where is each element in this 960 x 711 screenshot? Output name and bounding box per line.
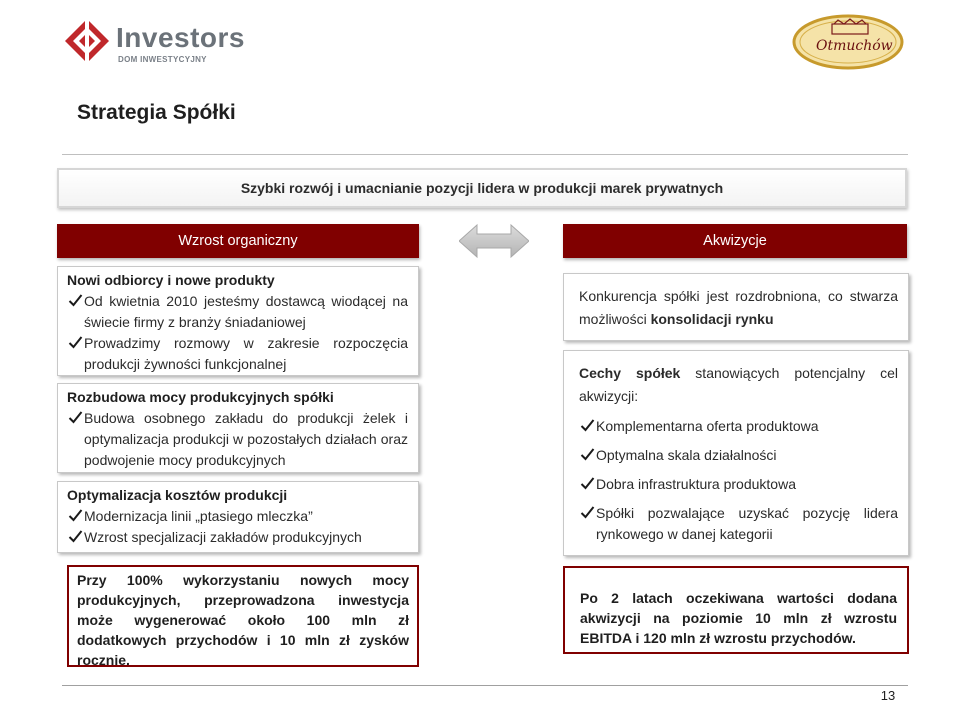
list-item: Spółki pozwalające uzyskać pozycję lidera rynkowego w danej kategorii — [579, 503, 898, 545]
checkmark-icon — [67, 336, 84, 349]
investors-mark-icon — [64, 18, 110, 64]
list-item: Dobra infrastruktura produktowa — [579, 474, 898, 495]
new-clients-heading: Nowi odbiorcy i nowe produkty — [67, 272, 275, 288]
organic-outcome-box: Przy 100% wykorzystaniu nowych mocy produkcyjnych, przeprowadzona inwestycja może wygenerować około 100 mln zł dodatkowych przychodów i 10 mln zł zysków rocznie. — [67, 565, 419, 667]
capacity-expansion-box — [57, 383, 419, 473]
checkmark-icon — [579, 506, 596, 519]
investors-logo — [62, 16, 245, 66]
checkmark-icon — [579, 419, 596, 432]
list-item: Budowa osobnego zakładu do produkcji żelek i optymalizacja produkcji w pozostałych działach oraz podwojenie mocy produkcyjnych — [67, 408, 408, 471]
list-item: Prowadzimy rozmowy w zakresie rozpoczęcia produkcji żywności funkcjonalnej — [67, 333, 408, 375]
acquisition-criteria-lead: Cechy spółek stanowiących potencjalny cel akwizycji: — [579, 365, 898, 404]
list-item: Komplementarna oferta produktowa — [579, 416, 898, 437]
acquisition-outcome-box: Po 2 latach oczekiwana wartości dodana akwizycji na poziomie 10 mln zł wzrostu EBITDA i 120 mln zł wzrostu przychodów. — [563, 566, 909, 654]
checkmark-icon — [67, 411, 84, 424]
list-item: Od kwietnia 2010 jesteśmy dostawcą wiodącej na świecie firmy z branży śniadaniowej — [67, 291, 408, 333]
acquisition-criteria-box — [563, 350, 909, 556]
cost-optimization-heading: Optymalizacja kosztów produkcji — [67, 487, 288, 503]
page-title: Strategia Spółki — [77, 101, 236, 124]
checkmark-icon — [67, 530, 84, 543]
list-item: Wzrost specjalizacji zakładów produkcyjnych — [67, 527, 408, 548]
market-fragmentation-box: Konkurencja spółki jest rozdrobniona, co stwarza możliwości konsolidacji rynku — [563, 273, 909, 341]
brand-name: Investors — [116, 22, 245, 53]
checkmark-icon — [67, 294, 84, 307]
otmuchow-logo — [792, 14, 904, 70]
double-arrow-icon — [459, 223, 529, 259]
strategy-banner: Szybki rozwój i umacnianie pozycji lidera w produkcji marek prywatnych — [57, 168, 907, 208]
brand-subtitle: DOM INWESTYCYJNY — [118, 55, 207, 64]
organic-growth-header: Wzrost organiczny — [57, 224, 419, 258]
checkmark-icon — [579, 448, 596, 461]
page-number: 13 — [880, 688, 896, 703]
list-item: Optymalna skala działalności — [579, 445, 898, 466]
footer-divider — [62, 685, 908, 686]
cost-optimization-box — [57, 481, 419, 553]
acquisitions-header: Akwizycje — [563, 224, 907, 258]
title-divider — [62, 154, 908, 155]
list-item: Modernizacja linii „ptasiego mleczka” — [67, 506, 408, 527]
checkmark-icon — [67, 509, 84, 522]
checkmark-icon — [579, 477, 596, 490]
partner-logo-text: Otmuchów — [816, 38, 893, 54]
new-clients-box — [57, 266, 419, 376]
market-consolidation-text: konsolidacji rynku — [650, 311, 774, 327]
capacity-expansion-heading: Rozbudowa mocy produkcyjnych spółki — [67, 389, 334, 405]
